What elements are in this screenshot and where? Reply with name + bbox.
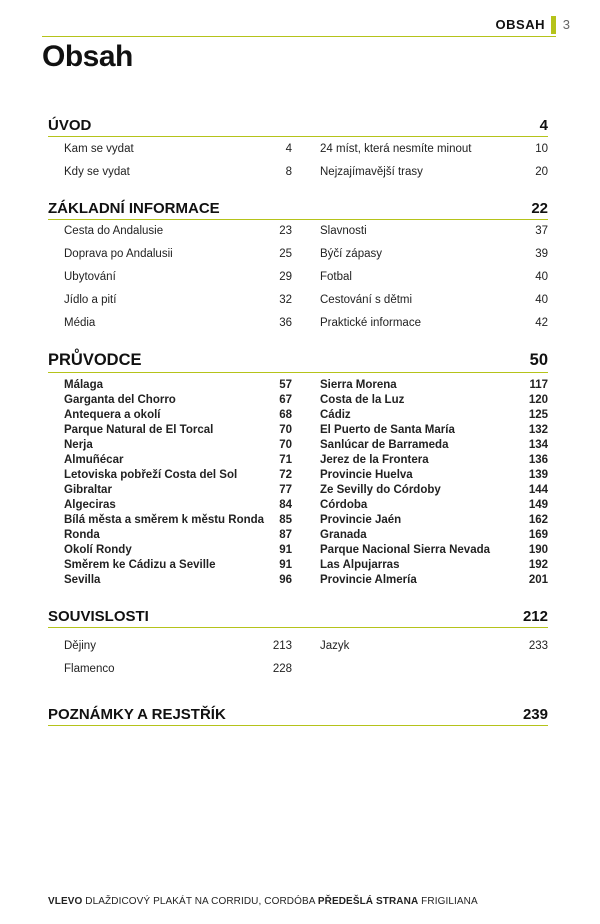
toc-entry[interactable] [64, 312, 292, 335]
photo-caption-footer [48, 896, 478, 907]
toc-column-left [64, 635, 292, 681]
toc-entry-page: 149 [528, 499, 548, 511]
toc-entry[interactable] [64, 243, 292, 266]
toc-entry-page: 85 [279, 514, 292, 526]
toc-entry-label: Směrem ke Cádizu a Seville [64, 559, 216, 571]
toc-entry[interactable] [320, 266, 548, 289]
toc-entry-label: Parque Natural de El Torcal [64, 424, 214, 436]
toc-entry-page: 96 [279, 574, 292, 586]
section-page: 50 [529, 351, 548, 369]
toc-entry-page: 4 [285, 143, 292, 155]
toc-entry-label: Almuñécar [64, 454, 124, 466]
toc-entry-page: 37 [535, 225, 548, 237]
toc-entry-label: El Puerto de Santa María [320, 424, 455, 436]
toc-entry-label: Sierra Morena [320, 379, 397, 391]
toc-entry-page: 91 [279, 559, 292, 571]
toc-entry-page: 125 [528, 409, 548, 421]
toc-entry[interactable] [320, 243, 548, 266]
toc-entry[interactable] [64, 528, 292, 543]
toc-entry-label: Bílá města a směrem k městu Ronda [64, 514, 265, 526]
toc-entry-page: 91 [279, 544, 292, 556]
toc-column-right [320, 378, 548, 588]
toc-entry-label: Býčí zápasy [320, 248, 382, 260]
toc-entry-label: Provincie Jaén [320, 514, 402, 526]
section-page: 239 [522, 706, 548, 723]
toc-entry-label: Málaga [64, 379, 103, 391]
toc-entry[interactable] [320, 408, 548, 423]
toc-entry-label: Letoviska pobřeží Costa del Sol [64, 469, 238, 481]
toc-entry[interactable] [64, 378, 292, 393]
toc-entry[interactable] [64, 483, 292, 498]
toc-entry-label: Flamenco [64, 663, 115, 675]
toc-entry-page: 42 [535, 317, 548, 329]
toc-entry-label: Praktické informace [320, 317, 421, 329]
toc-entry-page: 192 [528, 559, 548, 571]
toc-entry-page: 29 [279, 271, 292, 283]
section-rule [48, 627, 548, 628]
toc-entry[interactable] [64, 289, 292, 312]
section-rule [48, 725, 548, 726]
toc-entry[interactable] [64, 138, 292, 161]
toc-entry[interactable] [320, 528, 548, 543]
toc-entry-page: 71 [279, 454, 292, 466]
section-uvod [48, 114, 548, 184]
toc-entry[interactable] [64, 573, 292, 588]
toc-entry[interactable] [320, 220, 548, 243]
toc-entry-page: 36 [279, 317, 292, 329]
toc-entry-label: Provincie Almería [320, 574, 417, 586]
toc-entry[interactable] [320, 498, 548, 513]
section-page: 212 [522, 608, 548, 625]
toc-entry-label: Cestování s dětmi [320, 294, 413, 306]
toc-entry[interactable] [320, 161, 548, 184]
toc-column-right [320, 220, 548, 335]
toc-entry-page: 201 [528, 574, 548, 586]
toc-entry[interactable] [320, 289, 548, 312]
toc-entry[interactable] [320, 468, 548, 483]
section-rule [48, 372, 548, 373]
toc-entry[interactable] [320, 453, 548, 468]
toc-entry-label: Ronda [64, 529, 100, 541]
section-heading[interactable] [48, 197, 548, 217]
toc-entry-page: 25 [279, 248, 292, 260]
section-pruvodce [48, 350, 548, 588]
toc-entry-page: 162 [528, 514, 548, 526]
toc-column-left [64, 138, 292, 184]
toc-entry[interactable] [320, 438, 548, 453]
toc-entry-page: 8 [285, 166, 292, 178]
toc-entry-page: 136 [528, 454, 548, 466]
toc-entry-page: 72 [279, 469, 292, 481]
toc-entry-label: Doprava po Andalusii [64, 248, 173, 260]
section-heading[interactable] [48, 703, 548, 723]
header-accent-bar [551, 16, 556, 34]
toc-entry[interactable] [64, 220, 292, 243]
toc-entry-page: 117 [529, 379, 548, 391]
toc-entry-page: 23 [279, 225, 292, 237]
toc-entry-page: 120 [528, 394, 548, 406]
toc-entry-page: 40 [535, 294, 548, 306]
toc-entry[interactable] [64, 266, 292, 289]
section-title: ZÁKLADNÍ INFORMACE [48, 200, 220, 217]
toc-entry[interactable] [64, 498, 292, 513]
toc-entry-page: 70 [279, 439, 292, 451]
toc-column-left [64, 378, 292, 588]
toc-entry-page: 139 [528, 469, 548, 481]
toc-entry[interactable] [64, 453, 292, 468]
section-zakladni-informace [48, 197, 548, 335]
toc-entry[interactable] [320, 558, 548, 573]
toc-entry-label: Las Alpujarras [320, 559, 400, 571]
toc-entry-label: Nerja [64, 439, 93, 451]
toc-entry-label: 24 míst, která nesmíte minout [320, 143, 472, 155]
toc-entry-label: Antequera a okolí [64, 409, 161, 421]
section-rule [48, 136, 548, 137]
toc-entry-label: Garganta del Chorro [64, 394, 176, 406]
toc-entry[interactable] [320, 393, 548, 408]
page-title: Obsah [42, 40, 133, 73]
section-title: PRŮVODCE [48, 351, 142, 369]
toc-entry[interactable] [320, 573, 548, 588]
section-page: 22 [531, 200, 548, 217]
toc-entry[interactable] [64, 393, 292, 408]
section-title: SOUVISLOSTI [48, 608, 149, 625]
toc-entry[interactable] [64, 423, 292, 438]
toc-entry-label: Slavnosti [320, 225, 367, 237]
toc-entry-label: Jerez de la Frontera [320, 454, 429, 466]
toc-entry-page: 57 [279, 379, 292, 391]
toc-column-right [320, 138, 548, 184]
toc-entry-label: Córdoba [320, 499, 368, 511]
toc-entry-page: 169 [528, 529, 548, 541]
section-title: POZNÁMKY A REJSTŘÍK [48, 706, 226, 723]
toc-entry-label: Cesta do Andalusie [64, 225, 164, 237]
toc-entry-label: Fotbal [320, 271, 352, 283]
toc-entry-page: 67 [279, 394, 292, 406]
section-title: ÚVOD [48, 117, 92, 134]
toc-column-right [320, 635, 548, 681]
toc-entry-page: 213 [272, 640, 292, 652]
toc-entry-label: Jídlo a pití [64, 294, 117, 306]
toc-entry-page: 87 [279, 529, 292, 541]
caption-text-vlevo: DLAŽDICOVÝ PLAKÁT NA CORRIDU, CORDÓBA [85, 896, 315, 907]
section-heading[interactable] [48, 605, 548, 625]
toc-entry[interactable] [320, 543, 548, 558]
toc-entry[interactable] [64, 543, 292, 558]
toc-entry-page: 233 [528, 640, 548, 652]
toc-entry-page: 68 [279, 409, 292, 421]
toc-entry-label: Ubytování [64, 271, 116, 283]
running-header-title: OBSAH [495, 17, 545, 32]
toc-entry[interactable] [64, 558, 292, 573]
caption-label-predesla: PŘEDEŠLÁ STRANA [317, 896, 419, 907]
section-page: 4 [539, 117, 548, 134]
toc-entry-label: Kam se vydat [64, 143, 134, 155]
toc-entry-label: Dějiny [64, 640, 96, 652]
section-heading[interactable] [48, 350, 548, 370]
toc-entry-page: 84 [279, 499, 292, 511]
toc-entry[interactable] [64, 408, 292, 423]
toc-entry-page: 40 [535, 271, 548, 283]
toc-entry-page: 20 [535, 166, 548, 178]
caption-text-predesla: FRIGILIANA [421, 896, 478, 907]
toc-entry-label: Parque Nacional Sierra Nevada [320, 544, 491, 556]
toc-entry-page: 228 [272, 663, 292, 675]
toc-entry-page: 32 [279, 294, 292, 306]
caption-label-vlevo: VLEVO [48, 896, 83, 907]
toc-entry[interactable] [320, 483, 548, 498]
toc-entry[interactable] [320, 423, 548, 438]
toc-entry-page: 134 [528, 439, 548, 451]
toc-entry-label: Gibraltar [64, 484, 112, 496]
toc-entry-page: 190 [528, 544, 548, 556]
toc-entry[interactable] [64, 513, 292, 528]
toc-entry[interactable] [64, 635, 292, 658]
toc-entry-label: Sanlúcar de Barrameda [320, 439, 449, 451]
toc-entry-label: Provincie Huelva [320, 469, 413, 481]
toc-entry[interactable] [320, 312, 548, 335]
toc-entry-label: Kdy se vydat [64, 166, 130, 178]
page-number: 3 [562, 17, 570, 32]
toc-entry-page: 77 [279, 484, 292, 496]
toc-entry[interactable] [320, 378, 548, 393]
running-header [495, 15, 570, 34]
toc-entry-page: 39 [535, 248, 548, 260]
toc-entry-page: 132 [528, 424, 548, 436]
toc-entry[interactable] [64, 438, 292, 453]
toc-entry-label: Cádiz [320, 409, 351, 421]
toc-entry-page: 70 [279, 424, 292, 436]
toc-entry-label: Ze Sevilly do Córdoby [320, 484, 441, 496]
toc-entry-page: 10 [535, 143, 548, 155]
toc-entry-label: Jazyk [320, 640, 350, 652]
toc-entry-label: Okolí Rondy [64, 544, 132, 556]
section-heading[interactable] [48, 114, 548, 134]
toc-entry-page: 144 [528, 484, 548, 496]
toc-entry[interactable] [64, 468, 292, 483]
toc-entry[interactable] [320, 513, 548, 528]
toc-entry-label: Granada [320, 529, 367, 541]
toc-entry[interactable] [64, 658, 292, 681]
toc-entry[interactable] [64, 161, 292, 184]
toc-entry[interactable] [320, 138, 548, 161]
toc-entry-label: Algeciras [64, 499, 116, 511]
section-poznamky-a-rejstrik [48, 703, 548, 726]
toc-entry-label: Média [64, 317, 96, 329]
toc-column-left [64, 220, 292, 335]
toc-entry[interactable] [320, 635, 548, 658]
section-souvislosti [48, 605, 548, 681]
toc-entry-label: Nejzajímavější trasy [320, 166, 423, 178]
toc-entry-label: Sevilla [64, 574, 101, 586]
header-rule [42, 36, 556, 37]
toc-entry-label: Costa de la Luz [320, 394, 405, 406]
